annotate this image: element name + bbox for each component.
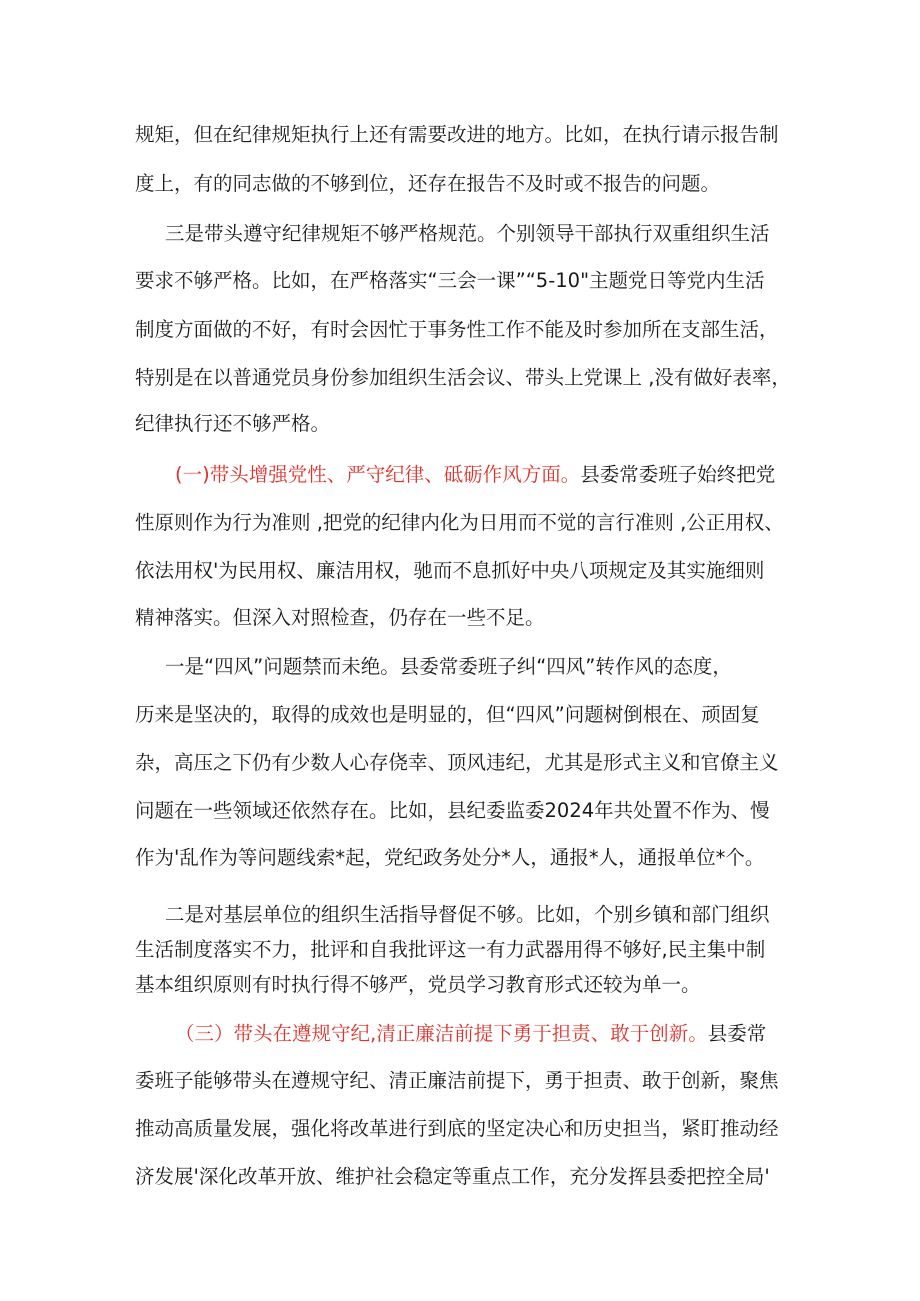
text-line: 纪律执行还不够严格。 [135, 412, 331, 435]
section-heading-rest: 县委常委班子始终把党 [580, 463, 776, 486]
text-line: 特别是在以普通党员身份参加组织生活会议、带头上党课上 ,没有做好表率， [135, 366, 791, 389]
text-line: 性原则作为行为准则 ,把党的纪律内化为日用而不觉的言行准则 ,公正用权、 [135, 511, 784, 534]
paragraph-lead-line: 三是带头遵守纪律规矩不够严格规范。个别领导干部执行双重组织生活 [165, 222, 770, 245]
section-heading: （三）带头在遵规守纪,清正廉洁前提下勇于担责、敢于创新。 [175, 1022, 708, 1045]
text-line: 推动高质量发展，强化将改革进行到底的坚定决心和历史担当，紧盯推动经 [135, 1117, 779, 1140]
section-heading-line [175, 460, 795, 490]
text-line: 依法用权'为民用权、廉洁用权，驰而不息抓好中央八项规定及其实施细则 [135, 559, 765, 582]
text-line: 济发展'深化改革开放、维护社会稳定等重点工作，充分发挥县委把控全局' [135, 1165, 770, 1188]
section-heading-line [175, 1019, 795, 1049]
section-heading-rest: 县委常 [707, 1022, 767, 1045]
text-line: 问题在一些领域还依然存在。比如，县纪委监委2024年共处置不作为、慢 [135, 799, 770, 822]
text-line: 杂，高压之下仍有少数人心存侥幸、顶风违纪，尤其是形式主义和官僚主义 [135, 751, 779, 774]
text-line: 历来是坚决的，取得的成效也是明显的，但“四风”问题树倒根在、顽固复 [135, 703, 760, 726]
text-line: 规矩，但在纪律规矩执行上还有需要改进的地方。比如，在执行请示报告制 [135, 123, 779, 146]
text-line: 精神落实。但深入对照检查，仍存在一些不足。 [135, 606, 545, 629]
text-line: 基本组织原则有时执行得不够严，党员学习教育形式还较为单一。 [135, 973, 701, 996]
text-line: 制度方面做的不好，有时会因忙于事务性工作不能及时参加所在支部生活， [135, 318, 779, 341]
text-line: 度上，有的同志做的不够到位，还存在报告不及时或不报告的问题。 [135, 172, 721, 195]
paragraph-lead-line: 一是“四风”问题禁而未绝。县委常委班子纠“四风”转作风的态度， [165, 655, 732, 678]
paragraph-lead-line: 二是对基层单位的组织生活指导督促不够。比如，个别乡镇和部门组织 [165, 903, 770, 926]
text-line: 生活制度落实不力，批评和自我批评这一有力武器用得不够好,民主集中制 [135, 938, 766, 961]
text-line: 作为'乱作为等问题线索*起，党纪政务处分*人，通报*人，通报单位*个。 [135, 846, 765, 869]
text-line: 要求不够严格。比如，在严格落实“三会一课”“5-10"主题党日等党内生活 [135, 269, 765, 292]
text-line: 委班子能够带头在遵规守纪、清正廉洁前提下，勇于担责、敢于创新，聚焦 [135, 1069, 779, 1092]
section-heading: (一)带头增强党性、严守纪律、砥砺作风方面。 [175, 463, 581, 486]
